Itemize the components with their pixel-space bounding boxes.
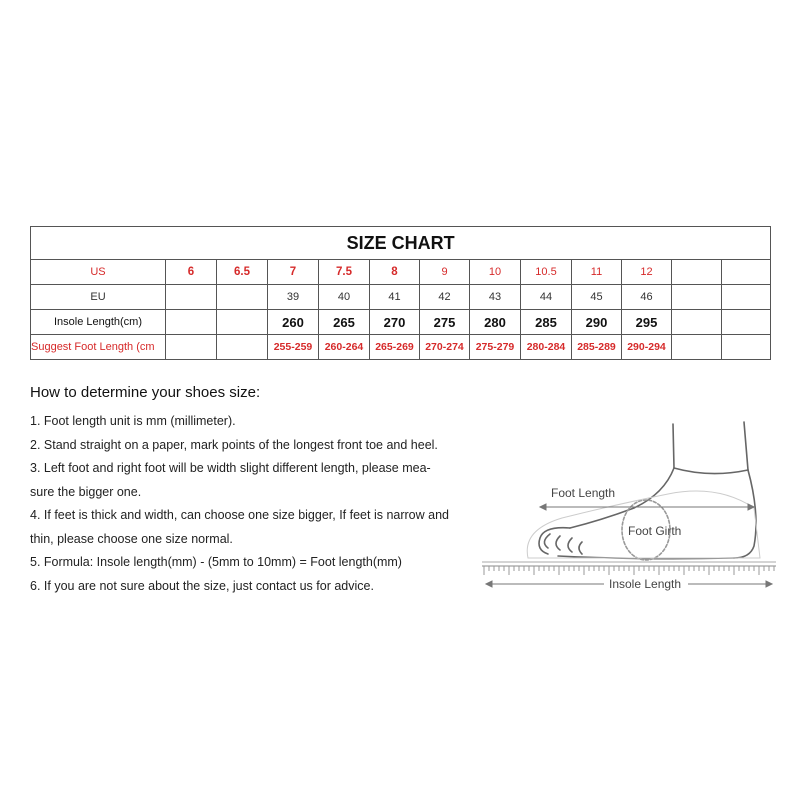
size-chart-title-row	[31, 227, 771, 260]
eu-size-cell	[672, 285, 722, 310]
guide-line: 3. Left foot and right foot will be width slight different length, please mea-	[30, 461, 431, 475]
insole-length-diagram-label: Insole Length	[609, 577, 682, 591]
eu-size-cell: 40	[319, 285, 370, 310]
us-size-row	[31, 260, 771, 285]
eu-size-label: EU	[31, 285, 166, 310]
foot-length-cell: 275-279	[470, 335, 521, 360]
eu-size-cell: 43	[470, 285, 521, 310]
insole-length-cell: 265	[319, 310, 370, 335]
us-size-cell: 7	[268, 260, 319, 285]
insole-length-cell	[672, 310, 722, 335]
us-size-cell: 6	[166, 260, 217, 285]
guide-line: sure the bigger one.	[30, 484, 142, 499]
foot-length-cell: 270-274	[420, 335, 470, 360]
eu-size-cell	[166, 285, 217, 310]
foot-length-cell: 260-264	[319, 335, 370, 360]
foot-length-row	[31, 335, 771, 360]
us-size-cell	[722, 260, 771, 285]
foot-length-cell: 285-289	[572, 335, 622, 360]
ruler-ticks	[484, 566, 774, 575]
insole-length-cell: 285	[521, 310, 572, 335]
guide-instructions	[30, 410, 485, 598]
eu-size-cell	[722, 285, 771, 310]
insole-length-cell: 290	[572, 310, 622, 335]
us-size-cell: 10	[470, 260, 521, 285]
eu-size-cell: 41	[370, 285, 420, 310]
foot-length-cell	[217, 335, 268, 360]
insole-length-cell: 280	[470, 310, 521, 335]
us-size-cell: 7.5	[319, 260, 370, 285]
guide-line: 5. Formula: Insole length(mm) - (5mm to 10mm) = Foot length(mm)	[30, 555, 402, 569]
us-size-cell: 8	[370, 260, 420, 285]
eu-size-cell	[217, 285, 268, 310]
eu-size-cell: 42	[420, 285, 470, 310]
foot-girth-diagram-label: Foot Girth	[628, 524, 682, 538]
insole-length-cell: 275	[420, 310, 470, 335]
us-size-cell: 10.5	[521, 260, 572, 285]
insole-length-cell	[166, 310, 217, 335]
foot-measurement-diagram	[478, 418, 780, 600]
eu-size-cell: 45	[572, 285, 622, 310]
size-chart-table	[30, 226, 771, 360]
insole-length-label: Insole Length(cm)	[31, 310, 166, 335]
guide-line: thin, please choose one size normal.	[30, 531, 233, 546]
foot-length-arrow-icon	[540, 504, 754, 510]
insole-length-cell	[217, 310, 268, 335]
foot-length-cell: 265-269	[370, 335, 420, 360]
foot-length-diagram-label: Foot Length	[551, 486, 616, 500]
us-size-cell: 9	[420, 260, 470, 285]
insole-length-cell: 270	[370, 310, 420, 335]
size-chart-title: SIZE CHART	[31, 227, 771, 260]
us-size-cell	[672, 260, 722, 285]
insole-length-cell: 260	[268, 310, 319, 335]
foot-length-cell: 255-259	[268, 335, 319, 360]
eu-size-cell: 39	[268, 285, 319, 310]
guide-line: 2. Stand straight on a paper, mark points of the longest front toe and heel.	[30, 437, 438, 452]
insole-length-cell: 295	[622, 310, 672, 335]
foot-length-cell	[672, 335, 722, 360]
us-size-label: US	[31, 260, 166, 285]
eu-size-cell: 44	[521, 285, 572, 310]
guide-line: 4. If feet is thick and width, can choose one size bigger, If feet is narrow and	[30, 508, 449, 522]
guide-line: 6. If you are not sure about the size, just contact us for advice.	[30, 578, 374, 593]
foot-length-cell	[722, 335, 771, 360]
foot-length-cell: 280-284	[521, 335, 572, 360]
ruler-icon	[482, 562, 776, 566]
foot-length-cell	[166, 335, 217, 360]
insole-length-cell	[722, 310, 771, 335]
eu-size-cell: 46	[622, 285, 672, 310]
guide-heading: How to determine your shoes size:	[30, 384, 261, 401]
eu-size-row	[31, 285, 771, 310]
us-size-cell: 12	[622, 260, 672, 285]
foot-length-label: Suggest Foot Length (cm	[31, 335, 166, 360]
insole-length-row	[31, 310, 771, 335]
guide-line: 1. Foot length unit is mm (millimeter).	[30, 414, 236, 428]
us-size-cell: 11	[572, 260, 622, 285]
us-size-cell: 6.5	[217, 260, 268, 285]
foot-length-cell: 290-294	[622, 335, 672, 360]
